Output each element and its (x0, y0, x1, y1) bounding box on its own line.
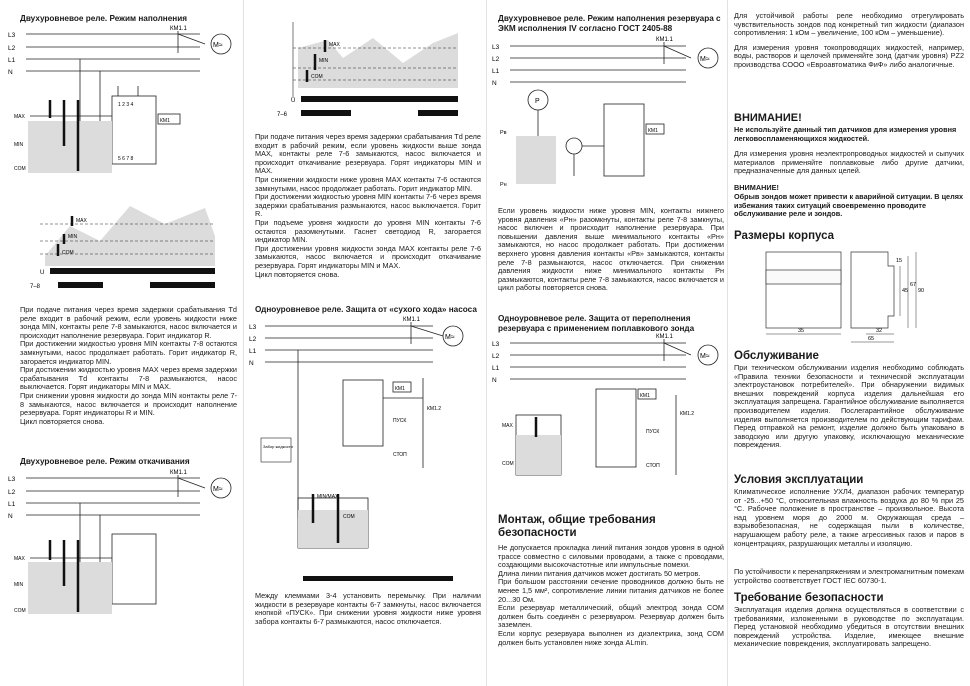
km1-label: КМ1 (395, 386, 405, 392)
paragraph: При достижении жидкостью уровня MIN контакты 7-8 остаются замкнутыми, насос продолжает работать. Горит индикатор R, загорается индикатор MIN. (20, 339, 237, 366)
stop-label: СТОП (646, 463, 660, 469)
line-label: N (249, 360, 254, 367)
pn-label: Pн (500, 182, 507, 188)
km-label: КМ1.1 (403, 317, 420, 323)
dim-32: 32 (876, 328, 883, 334)
line-label: L3 (249, 324, 257, 331)
motor-icon: M≈ (445, 334, 455, 341)
max-label: MAX (14, 556, 25, 562)
drain-timing-diagram (243, 18, 486, 126)
line-label: L1 (492, 68, 500, 75)
line-label: L3 (492, 44, 500, 51)
drain-wiring-diagram (0, 470, 243, 630)
paragraph: При снижении жидкости ниже уровня MAX контакты 7-6 остаются замкнутыми, насос продолжает работать. Горит индикатор MIN. (255, 174, 481, 193)
overflow-diagram (486, 335, 726, 507)
dim-67: 67 (910, 282, 917, 288)
km1-label: КМ1 (160, 118, 170, 124)
fill-wiring-diagram (0, 26, 243, 194)
motor-icon: M≈ (213, 486, 223, 493)
fill-timing-diagram (0, 196, 243, 300)
dim-65: 65 (868, 336, 875, 342)
line-label: L2 (249, 336, 257, 343)
ekm-text (498, 207, 724, 293)
line-label: L3 (8, 476, 16, 483)
min-label: MIN (319, 58, 329, 64)
km-label: КМ1.1 (656, 37, 673, 43)
paragraph: При подъеме уровня жидкости до уровня MIN контакты 7-6 остаются разомкнутыми. Гаснет светодиод R, загорается индикатор MIN. (255, 217, 481, 245)
paragraph: Если уровень жидкости ниже уровня MIN, контакты нижнего уровня давления «Рн» разомкнуты, контакты реле 7-8 замкнуты, насос включен и происходит наполнение резервуара. При повышении давления выше минимального контакты «Рн» замыкаются, но насос продолжает работать. При достижении верхнего уровня давления контакты «Рв» замыкаются, контакты реле 7-8 размыкаются, насос отключается. При снижении давления жидкости ниже минимального контакты Рн размыкаются, контакты реле 7-8 замыкаются, насос включается и цикл работы повторяется снова. (498, 206, 724, 293)
warning-text: Не используйте данный тип датчиков для измерения уровня легковоспламеняющихся жидкостей. (734, 125, 957, 143)
non-conductive-text: Для измерения уровня неэлектропроводных жидкостей и сыпучих материалов применяйте поплавковые либо другие датчики, предназначенные для данных целей. (734, 149, 964, 176)
service-text: При техническом обслуживании изделия необходимо соблюдать «Правила техники безопасности и технической эксплуатации электроустановок потребителей». При обнаружении видимых внешних повреждений корпуса изделия дальнейшая его эксплуатация запрещена. Гарантийное обслуживание выполняется производителем изделия. Послегарантийное обслуживание изделия выполняется производителем по действующим тарифам. Перед отправкой на ремонт, изделие должно быть упаковано в заводскую или другую упаковку, исключающую механические повреждения. (734, 363, 964, 450)
line-label: L2 (492, 353, 500, 360)
fill-mode-text (20, 306, 237, 426)
dry-run-diagram (243, 318, 486, 590)
com-label: COM (311, 74, 323, 80)
line-label: L1 (8, 501, 16, 508)
line-label: N (492, 377, 497, 384)
stop-label: СТОП (393, 452, 407, 458)
heading-dry-run: Одноуровневое реле. Защита от «сухого хода» насоса (255, 305, 477, 314)
line-label: L2 (8, 45, 16, 52)
dim-35: 35 (798, 328, 805, 334)
line-label: N (492, 80, 497, 87)
pressure-gauge-icon: P (535, 98, 540, 105)
warning-title: ВНИМАНИЕ! (734, 112, 802, 124)
column-3 (486, 0, 726, 686)
line-label: L3 (8, 32, 16, 39)
column-4 (728, 0, 970, 686)
paragraph: При достижении жидкостью уровня MIN контакты 7-6 через время задержки срабатывания размыкаются, насос выключается. Горит R. (255, 192, 481, 219)
u-label: U (291, 98, 296, 104)
com-label: COM (502, 461, 514, 467)
terminal-label: 1 2 3 4 (118, 102, 134, 108)
warning2-text: Обрыв зондов может привести к аварийной ситуации. В целях избежания таких ситуаций своевременно проводите обслуживание реле и зондов. (734, 192, 964, 219)
heading-ekm: Двухуровневое реле. Режим наполнения резервуара с ЭКМ исполнения IV согласно ГОСТ 2405-88 (498, 14, 721, 33)
km1-label: КМ1 (648, 128, 658, 134)
pv-label: Pв (500, 130, 507, 136)
com-label: COM (62, 250, 74, 256)
km-label: КМ1.1 (170, 470, 187, 476)
tank-liquid (28, 121, 112, 173)
u-label: U (40, 270, 45, 276)
max-label: MAX (502, 423, 513, 429)
drain-mode-text (255, 133, 481, 279)
column-2 (243, 0, 486, 686)
com-label: COM (14, 166, 26, 172)
heading-drain-mode: Двухуровневое реле. Режим откачивания (20, 457, 190, 466)
motor-icon: M≈ (700, 56, 710, 63)
conditions-emc-text: По устойчивости к перенапряжениям и электромагнитным помехам устройство соответствует ГОСТ IEC 60730-1. (734, 567, 964, 585)
heading-fill-mode: Двухуровневое реле. Режим наполнения (20, 14, 188, 23)
heading-service: Обслуживание (734, 350, 819, 362)
tank-liquid (28, 562, 112, 614)
line-label: L1 (8, 57, 16, 64)
line-label: N (8, 513, 13, 520)
paragraph: Для измерения уровня токопроводящих жидкостей, например, воды, растворов и щелочей применяйте зонд (датчик уровня) PZ2 производства СООО «Евроавтоматика ФиФ» либо аналогичные. (734, 42, 964, 69)
tank-liquid (516, 136, 556, 184)
paragraph: При достижении жидкостью уровня MAX через время задержки срабатывания Td контакты 7-8 размыкаются, насос выключается. Горят индикаторы MIN и MAX. (20, 365, 237, 392)
conditions-text: Климатическое исполнение УХЛ4, диапазон рабочих температур от -25...+50 °С, относительная влажность воздуха до 80 % при 25 °С. Рабочее положение в пространстве – произвольное. Высота над уровнем моря до 2000 м. Окружающая среда – взрывобезопасная, не содержащая пыли в количестве, нарушающем работу реле, а также агрессивных газов и паров в концентрациях, разрушающих металлы и изоляцию. (734, 487, 964, 548)
ekm-wiring-diagram (486, 36, 726, 202)
paragraph: Не допускается прокладка линий питания зондов уровня в одной трассе совместно с силовыми проводами, а также с проводами, создающими высокочастотные или импульсные помехи. (498, 543, 724, 570)
start-label: ПУСК (646, 429, 660, 435)
relay-76-label: 7–6 (277, 112, 288, 118)
motor-icon: M≈ (700, 353, 710, 360)
line-label: L1 (492, 365, 500, 372)
km12-label: КМ1.2 (680, 411, 695, 417)
paragraph: Цикл повторяется снова. (20, 416, 105, 426)
paragraph: Длина линии питания датчиков может достигать 50 метров. (498, 568, 701, 578)
sensitivity-text (734, 12, 964, 70)
min-label: MIN (14, 582, 24, 588)
com-label: COM (14, 608, 26, 614)
km1-label: КМ1 (640, 393, 650, 399)
heading-safety: Требование безопасности (734, 592, 884, 604)
line-label: L2 (492, 56, 500, 63)
paragraph: При достижении уровня жидкости зонда MAX контакты реле 7-6 замыкаются, насос включается и происходит откачивание резервуара. Горят индикаторы MIN и MAX. (255, 243, 481, 270)
paragraph: Между клеммами 3-4 установить перемычку. При наличии жидкости в резервуаре контакты 6-7 замкнуты, насос включается кнопкой «ПУСК». При снижении уровня жидкости ниже уровня забора контакты 6-7 размыкаются, насос отключается. (255, 591, 481, 626)
max-label: MAX (76, 218, 87, 224)
max-label: MAX (14, 114, 25, 120)
mounting-text (498, 544, 724, 647)
dim-45: 45 (902, 288, 909, 294)
km-label: КМ1.1 (656, 334, 673, 340)
dim-15: 15 (896, 258, 903, 264)
paragraph: При подаче питания через время задержки срабатывания Td реле входит в рабочий режим, если уровень жидкости выше зонда MAX, контакты реле 7-6 замыкаются, насос включается и происходит откачивание резервуара. Горят индикаторы MIN и MAX. (255, 132, 481, 176)
line-label: L3 (492, 341, 500, 348)
com-label: COM (343, 514, 355, 520)
heading-mounting: Монтаж, общие требования безопасности (498, 514, 656, 539)
dim-90: 90 (918, 288, 925, 294)
paragraph: Если корпус резервуара выполнен из диэлектрика, зонд COM должен быть установлен ниже зонда ALmin. (498, 628, 724, 647)
paragraph: Если резервуар металлический, общий электрод зонда COM должен быть соединён с резервуаром. Резервуар должен быть заземлен. (498, 603, 724, 630)
intake-label: Забор жидкости (263, 444, 293, 449)
line-label: L1 (249, 348, 257, 355)
paragraph: При подаче питания через время задержки срабатывания Td реле входит в рабочий режим, если уровень жидкости ниже зонда MIN, контакты реле 7-8 замыкаются, насос включается и происходит наполнение резервуара. Горит индикатор R. (20, 305, 237, 340)
paragraph: Цикл повторяется снова. (255, 269, 340, 279)
max-min-label: MIN/MAX (317, 494, 339, 500)
line-label: N (8, 69, 13, 76)
start-label: ПУСК (393, 418, 407, 424)
max-label: MAX (329, 42, 340, 48)
paragraph: Для устойчивой работы реле необходимо отрегулировать чувствительность зондов под конкретный тип жидкости (диапазон сопротивления: 1 кОм – увеличение, 100 кОм – уменьшение). (734, 11, 964, 38)
dry-run-text (255, 592, 481, 626)
paragraph: При большом расстоянии сечение проводников должно быть не менее 1,5 мм², сопротивление линии питания датчиков не более 20...30 Ом. (498, 577, 724, 604)
heading-dimensions: Размеры корпуса (734, 230, 835, 242)
min-label: MIN (68, 234, 78, 240)
km-label: КМ1.1 (170, 26, 187, 32)
motor-icon: M≈ (213, 42, 223, 49)
relay-78-label: 7–8 (30, 284, 41, 290)
line-label: L2 (8, 489, 16, 496)
tank-liquid (516, 435, 561, 475)
warning2-title: ВНИМАНИЕ! (734, 183, 779, 192)
min-label: MIN (14, 142, 24, 148)
column-1 (0, 0, 243, 686)
safety-text: Эксплуатация изделия должна осуществляться в соответствии с требованиями, изложенными в руководстве по эксплуатации. Перед установкой необходимо убедиться в отсутствии внешних повреждений устройства. Изделие, имеющее внешние механические повреждения, эксплуатировать запрещено. (734, 605, 964, 649)
dimensions-drawing (728, 246, 970, 346)
heading-conditions: Условия эксплуатации (734, 474, 864, 486)
km12-label: КМ1.2 (427, 406, 442, 412)
heading-overflow: Одноуровневое реле. Защита от переполнения резервуара с применением поплавкового зонда (498, 314, 695, 333)
paragraph: При снижении уровня жидкости до зонда MIN контакты реле 7-8 замыкаются, насос включается и происходит наполнение резервуара. Горят индикаторы R и MIN. (20, 390, 237, 418)
terminal-label: 5 6 7 8 (118, 156, 134, 162)
